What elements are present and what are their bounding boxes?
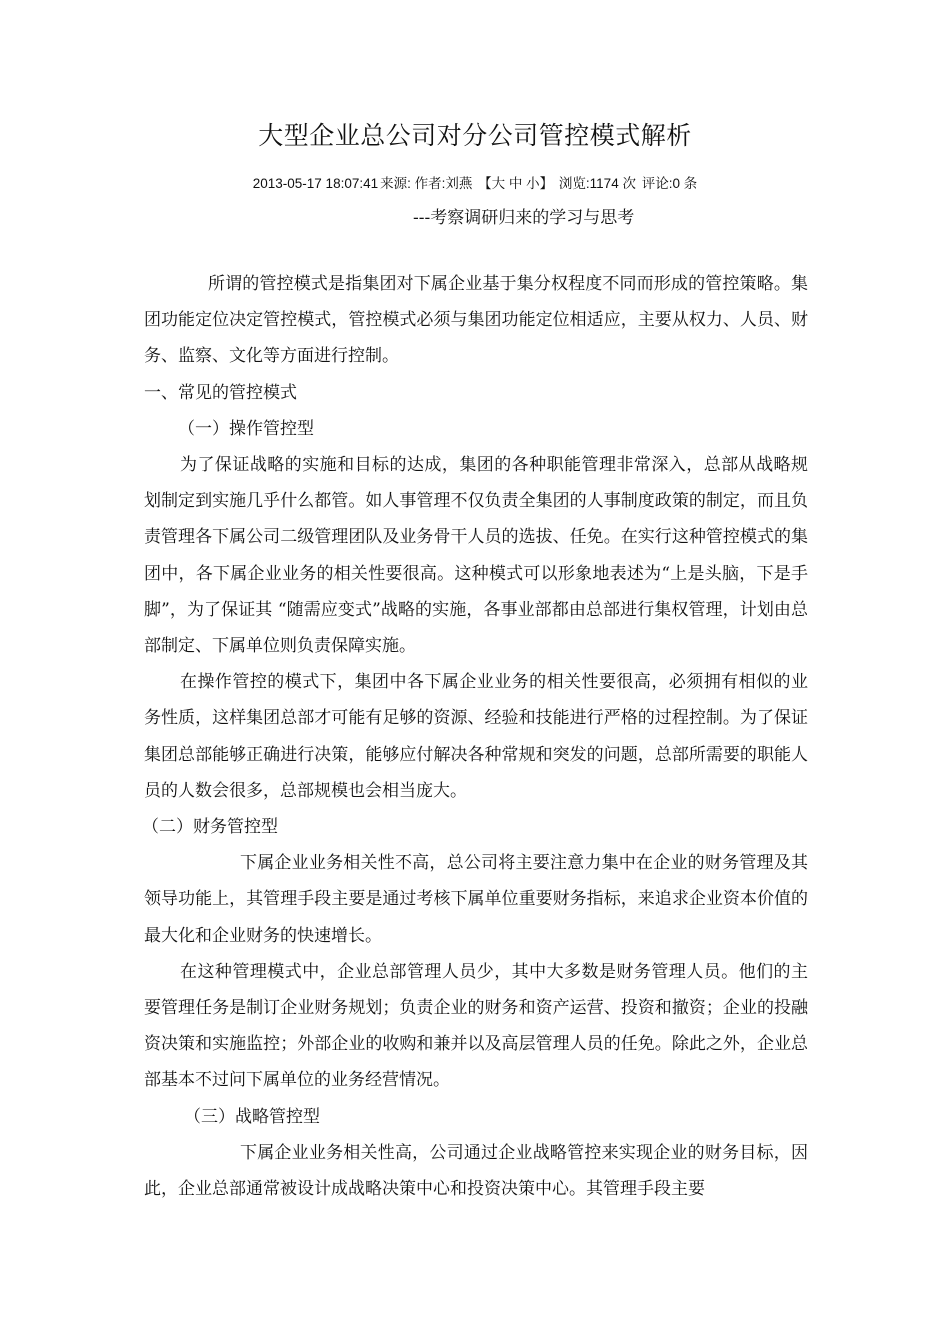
meta-views: 浏览:1174 次 xyxy=(558,176,636,191)
paragraph: 下属企业业务相关性不高，总公司将主要注意力集中在企业的财务管理及其领导功能上，其管理手段主要是通过考核下属单位重要财务指标，来追求企业资本价值的最大化和企业财务的快速增长。 xyxy=(144,853,808,946)
subsection-heading: （三）战略管控型 xyxy=(184,1106,320,1127)
meta-comments: 评论:0 条 xyxy=(641,176,698,191)
article-title: 大型企业总公司对分公司管控模式解析 xyxy=(258,121,692,150)
paragraph: 下属企业业务相关性高，公司通过企业战略管控来实现企业的财务目标，因此，企业总部通常被设计成战略决策中心和投资决策中心。其管理手段主要 xyxy=(144,1142,808,1200)
subsection-heading: （二）财务管控型 xyxy=(142,817,278,838)
meta-source: 来源: 作者:刘燕 xyxy=(380,176,473,191)
subsection-heading: （一）操作管控型 xyxy=(178,418,314,439)
article-body xyxy=(144,266,808,1207)
paragraph: 在操作管控的模式下，集团中各下属企业业务的相关性要很高，必须拥有相似的业务性质，这样集团总部才可能有足够的资源、经验和技能进行严格的过程控制。为了保证集团总部能够正确进行决策，能够应付解决各种常规和突发的问题，总部所需要的职能人员的人数会很多，总部规模也会相当庞大。 xyxy=(144,672,808,801)
intro-paragraph: 所谓的管控模式是指集团对下属企业基于集分权程度不同而形成的管控策略。集团功能定位决定管控模式，管控模式必须与集团功能定位相适应，主要从权力、人员、财务、监察、文化等方面进行控制。 xyxy=(144,274,808,367)
paragraph: 在这种管理模式中，企业总部管理人员少，其中大多数是财务管理人员。他们的主要管理任务是制订企业财务规划；负责企业的财务和资产运营、投资和撤资；企业的投融资决策和实施监控；外部企业的收购和兼并以及高层管理人员的任免。除此之外，企业总部基本不过问下属单位的业务经营情况。 xyxy=(144,961,808,1091)
meta-datetime: 2013-05-17 18:07:41 xyxy=(252,176,379,191)
paragraph: 为了保证战略的实施和目标的达成，集团的各种职能管理非常深入，总部从战略规划制定到实施几乎什么都管。如人事管理不仅负责全集团的人事制度政策的制定，而且负责管理各下属公司二级管理团队及业务骨干人员的选拔、任免。在实行这种管控模式的集团中，各下属企业业务的相关性要很高。这种模式可以形象地表述为“上是头脑，下是手脚”，为了保证其 “随需应变式”战略的实施，各事业部都由总部进行集权管理，计划由总部制定、下属单位则负责保障实施。 xyxy=(144,455,808,657)
font-size-control[interactable]: 【大 中 小】 xyxy=(478,176,554,191)
article-subtitle: ---考察调研归来的学习与思考 xyxy=(413,208,635,228)
article-meta xyxy=(0,172,950,192)
section-heading: 一、常见的管控模式 xyxy=(144,382,297,403)
